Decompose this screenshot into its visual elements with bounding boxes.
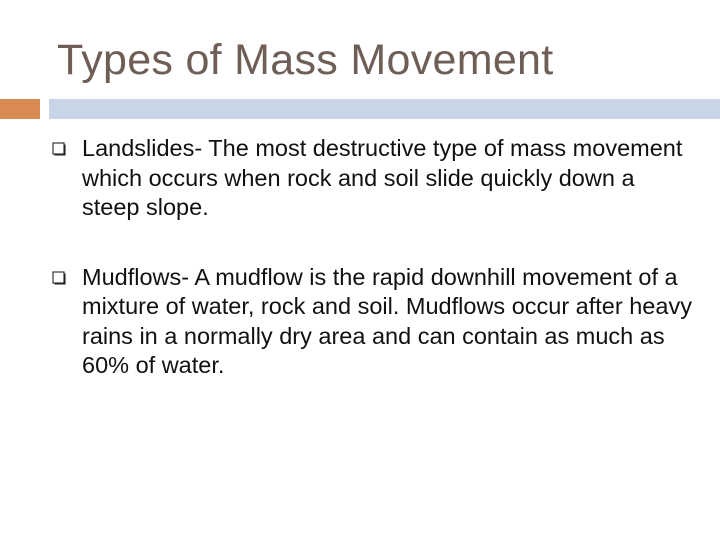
slide-title: Types of Mass Movement bbox=[57, 36, 554, 84]
bullet-item-landslides bbox=[52, 134, 692, 223]
bullet-text: Landslides- The most destructive type of mass movement which occurs when rock and soil slide quickly down a steep slope. bbox=[82, 135, 683, 220]
title-accent-bar-blue bbox=[49, 99, 720, 119]
bullet-list bbox=[52, 134, 692, 421]
title-accent-bar-orange bbox=[0, 99, 40, 119]
bullet-text: Mudflows- A mudflow is the rapid downhill movement of a mixture of water, rock and soil. Mudflows occur after heavy rains in a normally dry area and can contain as much as 60% of water. bbox=[82, 263, 692, 378]
square-bullet-icon bbox=[52, 271, 66, 285]
bullet-item-mudflows bbox=[52, 263, 692, 381]
square-bullet-icon bbox=[52, 142, 66, 156]
